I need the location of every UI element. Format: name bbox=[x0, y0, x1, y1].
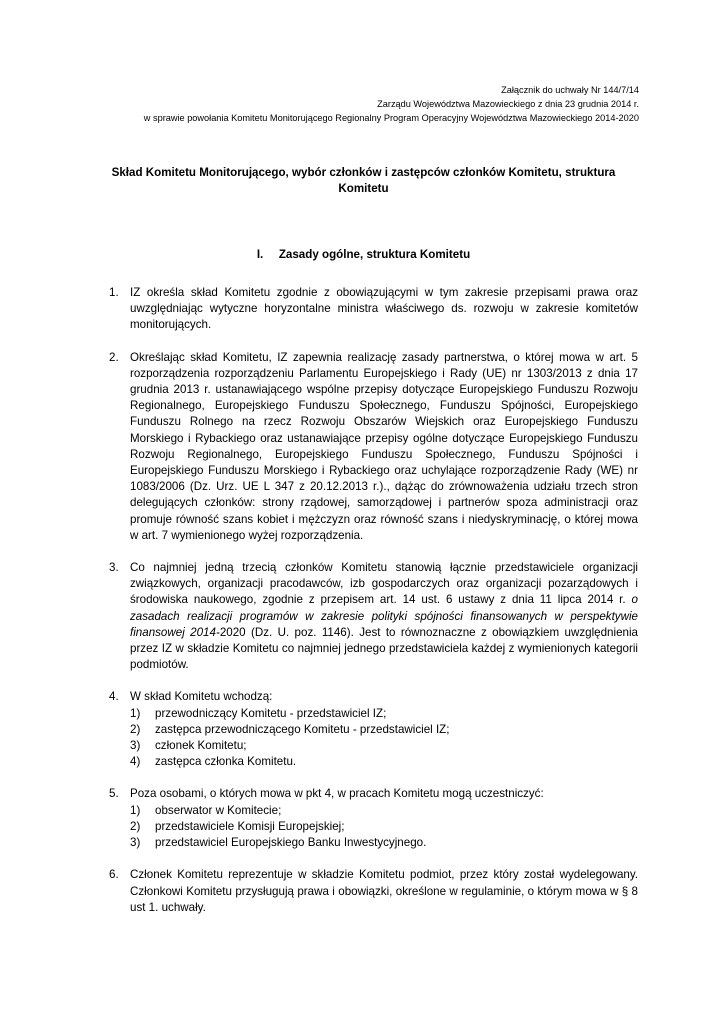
sub-item-text: obserwator w Komitecie; bbox=[155, 803, 282, 817]
header-line-1: Załącznik do uchwały Nr 144/7/14 bbox=[501, 85, 639, 95]
list-item-number: 6. bbox=[109, 868, 119, 882]
sub-item-text: przedstawiciele Komisji Europejskiej; bbox=[155, 819, 345, 833]
sub-item-text: członek Komitetu; bbox=[155, 739, 247, 753]
sub-item bbox=[130, 754, 638, 770]
sub-item-text: przewodniczący Komitetu - przedstawiciel IZ; bbox=[155, 706, 387, 720]
header-line-2: Zarządu Województwa Mazowieckiego z dnia 23 grudnia 2014 r. bbox=[377, 99, 639, 109]
sub-item-number: 2) bbox=[130, 819, 141, 833]
list-item bbox=[0, 867, 725, 916]
section-number: I. bbox=[256, 248, 264, 261]
section-heading bbox=[86, 247, 641, 263]
list-item-number: 2. bbox=[109, 350, 119, 364]
sub-item-number: 3) bbox=[130, 739, 141, 753]
list-item bbox=[0, 350, 725, 544]
list-item-text bbox=[130, 560, 638, 673]
sub-item-text: zastępca członka Komitetu. bbox=[155, 755, 297, 769]
sub-item-number: 2) bbox=[130, 722, 141, 736]
sub-item-number: 3) bbox=[130, 836, 141, 850]
sub-item bbox=[130, 819, 638, 835]
numbered-list bbox=[0, 285, 725, 932]
list-item-text: IZ określa skład Komitetu zgodnie z obowiązującymi w tym zakresie przepisami prawa oraz uwzględniając wytyczne horyzontalne ministra właściwego ds. rozwoju w zakresie komitetów monitorujących. bbox=[130, 286, 638, 332]
document-header bbox=[144, 83, 639, 125]
sub-item bbox=[130, 722, 638, 738]
list-item-number: 4. bbox=[109, 690, 119, 704]
list-item-text: Członek Komitetu reprezentuje w składzie Komitetu podmiot, przez który został wydelegowany. Członkowi Komitetu przysługują prawa i obowiązki, określone w regulaminie, o którym mowa w § 8 ust 1. uchwały. bbox=[130, 868, 638, 914]
header-line-3: w sprawie powołania Komitetu Monitorującego Regionalny Program Operacyjny Województwa Mazowieckiego 2014-2020 bbox=[143, 113, 639, 123]
list-item-number: 1. bbox=[109, 286, 119, 299]
sub-item bbox=[130, 803, 638, 819]
list-item-text: W skład Komitetu wchodzą: bbox=[130, 690, 273, 704]
sub-item-number: 1) bbox=[130, 803, 141, 817]
section-title: Zasady ogólne, struktura Komitetu bbox=[278, 248, 471, 261]
list-item-text: Określając skład Komitetu, IZ zapewnia realizację zasady partnerstwa, o której mowa w art. 5 rozporządzenia rozporządzeniu Parlamentu Europejskiego i Rady (UE) nr 1303/2013 z dnia 17 grudnia 2013 r. ustanawiającego wspólne przepisy dotyczące Europejskiego Funduszu Rozwoju Regionalnego, Europejskiego Funduszu Społecznego, Funduszu Spójności, Europejskiego Funduszu Rolnego na rzecz Rozwoju Obszarów Wiejskich oraz Europejskiego Funduszu Morskiego i Rybackiego oraz ustanawiające przepisy ogólne dotyczące Europejskiego Funduszu Rozwoju Regionalnego, Europejskiego Funduszu Społecznego, Funduszu Spójności i Europejskiego Funduszu Morskiego i Rybackiego oraz uchylające rozporządzenie Rady (WE) nr 1083/2006 (Dz. Urz. UE L 347 z 20.12.2013 r.)., dążąc do zrównoważenia udziału trzech stron delegujących członków: strony rządowej, samorządowej i partnerów spoza administracji oraz promuje równość szans kobiet i mężczyzn oraz równość szans i niedyskryminację, o której mowa w art. 7 wymienionego wyżej rozporządzenia. bbox=[130, 350, 638, 542]
sub-item-text: przedstawiciel Europejskiego Banku Inwestycyjnego. bbox=[155, 836, 427, 850]
list-item bbox=[0, 786, 725, 851]
list-item-number: 5. bbox=[109, 787, 119, 801]
sub-item bbox=[130, 835, 638, 851]
sub-item bbox=[130, 706, 638, 722]
sub-item-number: 4) bbox=[130, 755, 141, 769]
list-item bbox=[0, 285, 725, 334]
document-title: Skład Komitetu Monitorującego, wybór członków i zastępców członków Komitetu, struktura Komitetu bbox=[111, 166, 616, 195]
sub-item bbox=[130, 738, 638, 754]
sub-item-number: 1) bbox=[130, 706, 141, 720]
list-item-text: Poza osobami, o których mowa w pkt 4, w pracach Komitetu mogą uczestniczyć: bbox=[130, 787, 544, 801]
list-item bbox=[0, 560, 725, 673]
list-item-text-part: 2020 (Dz. U. poz. 1146). Jest to równoznaczne z obowiązkiem uwzględnienia przez IZ w składzie Komitetu co najmniej jednego przedstawiciela każdej z wymienionych kategorii podmiotów. bbox=[130, 625, 639, 672]
list-item bbox=[0, 689, 725, 770]
sub-item-text: zastępca przewodniczącego Komitetu - przedstawiciel IZ; bbox=[155, 722, 450, 736]
list-item-text-part: Co najmniej jedną trzecią członków Komitetu stanowią łącznie przedstawiciele organizacji związkowych, organizacji pracodawców, izb gospodarczych oraz organizacji pozarządowych i środowiska naukowego, zgodnie z przepisem art. 14 ust. 6 ustawy z dnia 11 lipca 2014 r. bbox=[130, 561, 638, 607]
act-title-italic: o zasadach realizacji programów w zakresie polityki spójności finansowanych w perspektywie finansowej 2014- bbox=[130, 593, 638, 639]
list-item-number: 3. bbox=[109, 561, 119, 575]
